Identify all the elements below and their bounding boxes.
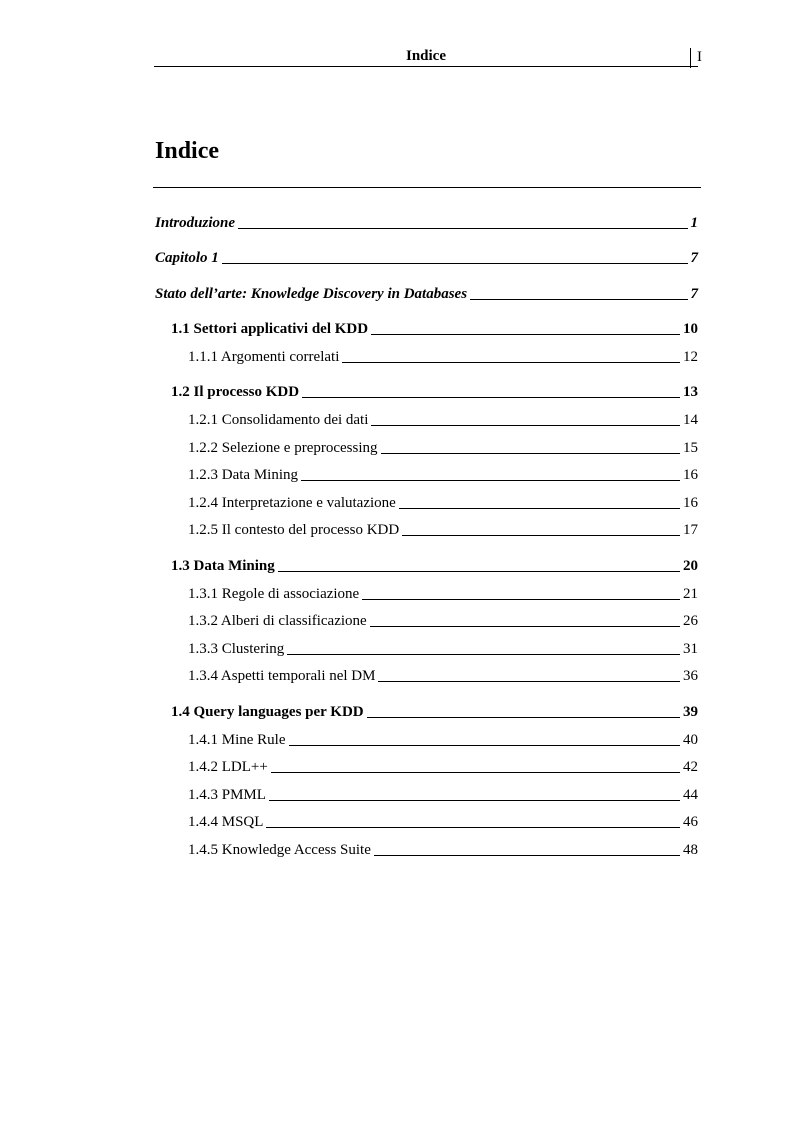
toc-leader	[266, 827, 680, 828]
toc-entry-page: 39	[683, 704, 698, 720]
toc-leader	[402, 535, 680, 536]
toc-entry-page: 40	[683, 732, 698, 748]
toc-entry-page: 7	[690, 286, 698, 302]
running-header-page-number: I	[690, 48, 702, 68]
toc-entry-1-2-3[interactable]	[188, 466, 698, 484]
toc-entry-label: 1.1 Settori applicativi del KDD	[171, 321, 369, 337]
toc-entry-capitolo-1[interactable]	[155, 249, 698, 267]
toc-entry-1-3-1[interactable]	[188, 585, 698, 603]
toc-entry-label: Stato dell’arte: Knowledge Discovery in Databases	[155, 286, 468, 302]
toc-leader	[238, 228, 687, 229]
toc-entry-stato-dell-arte[interactable]	[155, 285, 698, 303]
toc-entry-label: 1.2.3 Data Mining	[188, 467, 298, 483]
toc-leader	[278, 571, 680, 572]
toc-leader	[342, 362, 680, 363]
toc-leader	[362, 599, 680, 600]
toc-entry-label: 1.3.3 Clustering	[188, 641, 285, 657]
toc-entry-1-2[interactable]	[171, 383, 698, 401]
toc-entry-1-4-4[interactable]	[188, 813, 698, 831]
toc-entry-label: 1.4.5 Knowledge Access Suite	[188, 842, 371, 858]
toc-entry-label: 1.3.2 Alberi di classificazione	[188, 613, 367, 629]
toc-leader	[399, 508, 680, 509]
toc-entry-label: 1.4.3 PMML	[188, 787, 266, 803]
toc-entry-page: 46	[683, 814, 698, 830]
toc-entry-1-1[interactable]	[171, 320, 698, 338]
toc-entry-label: 1.3.1 Regole di associazione	[188, 586, 360, 602]
toc-entry-label: Introduzione	[155, 215, 236, 231]
toc-entry-1-3-3[interactable]	[188, 640, 698, 658]
toc-entry-page: 14	[683, 412, 698, 428]
toc-entry-page: 15	[683, 440, 698, 456]
toc-entry-1-4[interactable]	[171, 703, 698, 721]
toc-leader	[302, 397, 680, 398]
toc-entry-label: 1.3.4 Aspetti temporali nel DM	[188, 668, 376, 684]
page-title: Indice	[155, 138, 220, 164]
toc-entry-1-2-1[interactable]	[188, 411, 698, 429]
toc-entry-page: 26	[683, 613, 698, 629]
toc-entry-page: 7	[690, 250, 698, 266]
toc-leader	[367, 717, 680, 718]
toc-entry-label: 1.2.5 Il contesto del processo KDD	[188, 522, 400, 538]
toc-entry-page: 10	[683, 321, 698, 337]
toc-entry-label: 1.1.1 Argomenti correlati	[188, 349, 340, 365]
toc-entry-1-3-2[interactable]	[188, 612, 698, 630]
toc-leader	[271, 772, 680, 773]
toc-entry-page: 16	[683, 467, 698, 483]
toc-entry-1-4-2[interactable]	[188, 758, 698, 776]
toc-leader	[374, 855, 680, 856]
toc-entry-label: 1.2.4 Interpretazione e valutazione	[188, 495, 396, 511]
toc-entry-label: 1.4.1 Mine Rule	[188, 732, 286, 748]
toc-entry-label: 1.4.4 MSQL	[188, 814, 264, 830]
toc-entry-label: 1.2 Il processo KDD	[171, 384, 300, 400]
toc-entry-label: Capitolo 1	[155, 250, 219, 266]
toc-entry-page: 20	[683, 558, 698, 574]
toc-entry-page: 16	[683, 495, 698, 511]
toc-entry-1-4-5[interactable]	[188, 841, 698, 859]
toc-entry-1-3[interactable]	[171, 557, 698, 575]
toc-entry-page: 17	[683, 522, 698, 538]
toc-entry-page: 31	[683, 641, 698, 657]
toc-leader	[371, 334, 680, 335]
toc-entry-introduzione[interactable]	[155, 214, 698, 232]
toc-leader	[301, 480, 680, 481]
toc-entry-1-3-4[interactable]	[188, 667, 698, 685]
toc-entry-label: 1.3 Data Mining	[171, 558, 275, 574]
toc-entry-page: 48	[683, 842, 698, 858]
toc-entry-page: 36	[683, 668, 698, 684]
running-header-title: Indice	[405, 48, 446, 64]
toc-entry-1-2-4[interactable]	[188, 494, 698, 512]
toc-entry-page: 21	[683, 586, 698, 602]
toc-entry-1-2-5[interactable]	[188, 521, 698, 539]
toc-entry-page: 13	[683, 384, 698, 400]
toc-entry-1-1-1[interactable]	[188, 348, 698, 366]
toc-leader	[287, 654, 680, 655]
toc-leader	[381, 453, 680, 454]
toc-entry-label: 1.2.2 Selezione e preprocessing	[188, 440, 378, 456]
toc-entry-label: 1.2.1 Consolidamento dei dati	[188, 412, 369, 428]
toc-leader	[370, 626, 680, 627]
toc-entry-page: 1	[690, 215, 698, 231]
toc-entry-page: 12	[683, 349, 698, 365]
toc-leader	[378, 681, 680, 682]
toc-leader	[222, 263, 688, 264]
toc-entry-label: 1.4 Query languages per KDD	[171, 704, 364, 720]
toc-entry-label: 1.4.2 LDL++	[188, 759, 268, 775]
toc-entry-1-4-3[interactable]	[188, 786, 698, 804]
toc-entry-page: 44	[683, 787, 698, 803]
toc-leader	[371, 425, 680, 426]
toc-leader	[289, 745, 681, 746]
toc-leader	[269, 800, 680, 801]
toc-entry-page: 42	[683, 759, 698, 775]
toc-entry-1-4-1[interactable]	[188, 731, 698, 749]
toc-entry-1-2-2[interactable]	[188, 439, 698, 457]
toc-leader	[470, 299, 687, 300]
